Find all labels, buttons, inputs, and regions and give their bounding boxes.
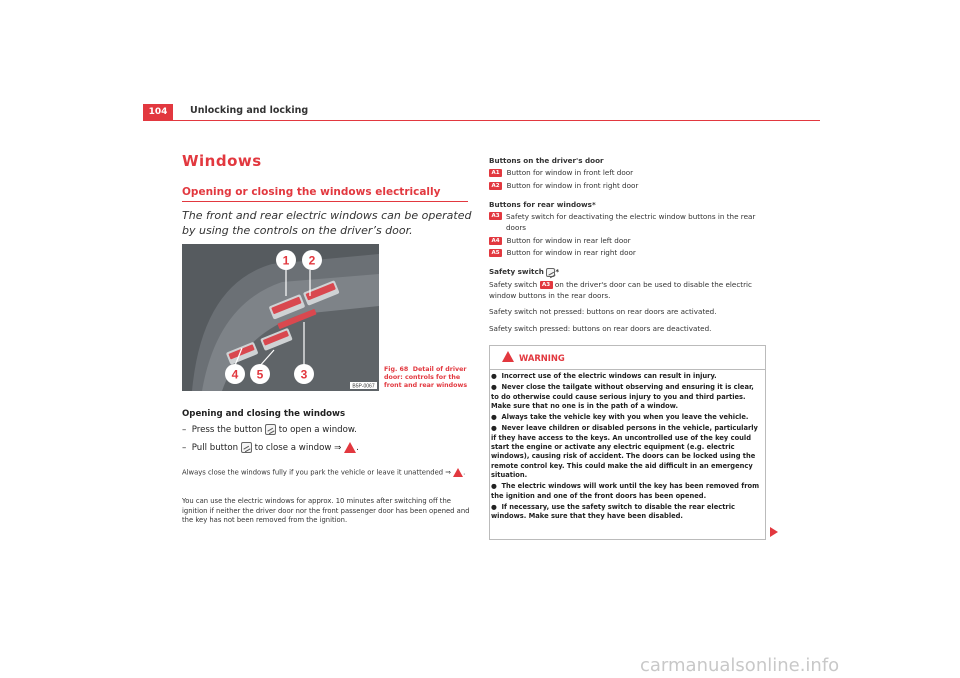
- safety-paragraph-2: Safety switch not pressed: buttons on rear doors are activated.: [489, 307, 717, 316]
- safety-paragraph-1: Safety switch A3 on the driver's door can be used to disable the electric window buttons in the rear doors.: [489, 280, 752, 300]
- warning-item: ● Always take the vehicle key with you when you leave the vehicle.: [491, 413, 749, 422]
- instructions-heading: Opening and closing the windows: [182, 409, 346, 419]
- driver-buttons-heading: Buttons on the driver's door: [489, 156, 604, 165]
- callout-5: 5: [256, 367, 264, 382]
- rear-buttons-heading: Buttons for rear windows*: [489, 200, 596, 209]
- figure-caption: [384, 366, 468, 390]
- page-number: 104: [143, 104, 173, 120]
- figure-code: B5P-0067: [352, 383, 375, 390]
- warning-header: [489, 345, 766, 370]
- note-paragraph-1: Always close the windows fully if you park the vehicle or leave it unattended ⇒ .: [182, 468, 466, 477]
- warning-item: ● If necessary, use the safety switch to disable the rear electric windows. Make sure that they have been disabled.: [491, 502, 735, 521]
- figure-caption-text: Detail of driver door: controls for the front and rear windows: [384, 366, 468, 389]
- section-title: Windows: [182, 152, 262, 170]
- item-a2: A2 Button for window in front right door: [489, 180, 638, 191]
- lead-text: The front and rear electric windows can be operated by using the controls on the driver’s door.: [182, 209, 472, 237]
- warning-item: ● The electric windows will work until the key has been removed from the ignition and one of the front doors has been opened.: [491, 482, 760, 500]
- window-button-icon: [241, 442, 252, 453]
- item-a3: A3 Safety switch for deactivating the electric window buttons in the rear doors: [489, 211, 759, 233]
- warning-triangle-icon: [344, 442, 356, 453]
- callout-1: 1: [282, 253, 290, 268]
- safety-switch-icon: [546, 268, 555, 277]
- warning-item: ● Never leave children or disabled persons in the vehicle, particularly if they have access to the keys. An uncontrolled use of the key could start the engine or activate any electric equipment (e.g. electric windows), causing risk of accident. The doors can be locked using the remote control key. This could make the aid difficult in an emergency situation.: [491, 424, 758, 479]
- figure-caption-label: Fig. 68: [384, 366, 409, 373]
- header-rule: [143, 120, 820, 121]
- step-2: – Pull button to close a window ⇒ .: [182, 443, 359, 453]
- warning-triangle-icon: [453, 468, 463, 477]
- continue-arrow-icon: [770, 527, 778, 537]
- step-1: – Press the button to open a window.: [182, 425, 357, 435]
- warning-list: [491, 372, 763, 521]
- warning-title: WARNING: [519, 353, 565, 363]
- item-a1: A1 Button for window in front left door: [489, 167, 633, 178]
- section-subtitle: Opening or closing the windows electrically: [182, 186, 441, 198]
- warning-triangle-icon: [502, 351, 514, 362]
- window-controls-illustration: [182, 244, 379, 391]
- window-button-icon: [265, 424, 276, 435]
- callout-2: 2: [308, 253, 316, 268]
- warning-item: ● Incorrect use of the electric windows can result in injury.: [491, 372, 717, 380]
- safety-paragraph-3: Safety switch pressed: buttons on rear doors are deactivated.: [489, 324, 712, 333]
- window-controls-figure: [182, 244, 379, 391]
- warning-item: ● Never close the tailgate without observing and ensuring it is clear, to do otherwise could cause serious injury to you and third parties. Make sure that no one is in the path of a window.: [491, 383, 754, 410]
- callout-4: 4: [231, 367, 239, 382]
- item-a4: A4 Button for window in rear left door: [489, 235, 631, 246]
- safety-switch-heading: Safety switch *: [489, 267, 560, 276]
- item-a5: A5 Button for window in rear right door: [489, 247, 636, 258]
- callout-3: 3: [300, 367, 308, 382]
- header-title: Unlocking and locking: [190, 105, 309, 116]
- note-paragraph-2: You can use the electric windows for approx. 10 minutes after switching off the ignition if neither the driver door nor the front passenger door has been opened and the key has not been removed from the ignition.: [182, 497, 470, 524]
- subtitle-rule: [182, 201, 468, 202]
- footer-watermark: carmanualsonline.info: [640, 655, 840, 676]
